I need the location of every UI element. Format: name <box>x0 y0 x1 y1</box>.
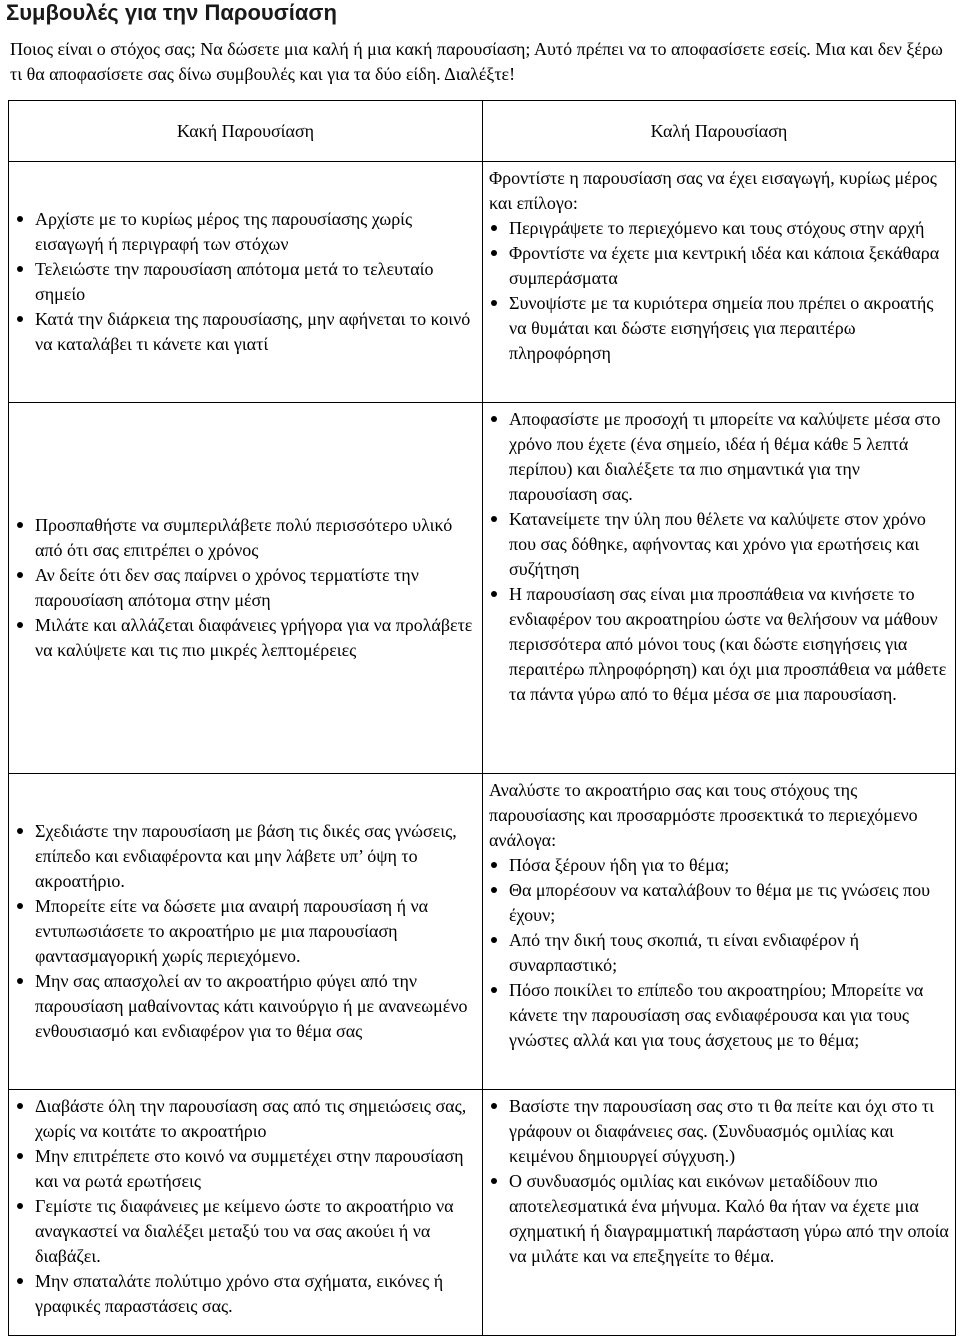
list-item: Περιγράψετε το περιεχόμενο και τους στόχους στην αρχή <box>489 216 949 241</box>
good-tips-list <box>489 1094 949 1269</box>
good-cell <box>483 1090 956 1336</box>
bad-tips-list <box>15 819 476 1044</box>
good-cell <box>483 162 956 403</box>
bad-tips-list <box>15 1094 476 1319</box>
list-item: Γεμίστε τις διαφάνειες με κείμενο ώστε το ακροατήριο να αναγκαστεί να διαλέξει μεταξύ του να σας ακούει ή να διαβάζει. <box>15 1194 476 1269</box>
list-item: Αρχίστε με το κυρίως μέρος της παρουσίασης χωρίς εισαγωγή ή περιγραφή των στόχων <box>15 207 476 257</box>
list-item: Κατανείμετε την ύλη που θέλετε να καλύψετε στον χρόνο που σας δόθηκε, αφήνοντας και χρόνο για ερωτήσεις και συζήτηση <box>489 507 949 582</box>
list-item: Σχεδιάστε την παρουσίαση με βάση τις δικές σας γνώσεις, επίπεδο και ενδιαφέροντα και μην λάβετε υπ’ όψη το ακροατήριο. <box>15 819 476 894</box>
bad-tips-list <box>15 207 476 357</box>
list-item: Συνοψίστε με τα κυριότερα σημεία που πρέπει ο ακροατής να θυμάται και δώστε εισηγήσεις για περαιτέρω πληροφόρηση <box>489 291 949 366</box>
list-item: Ο συνδυασμός ομιλίας και εικόνων μεταδίδουν πιο αποτελεσματικά ένα μήνυμα. Καλό θα ήταν να έχετε μια σχηματική ή διαγραμματική παράσταση γύρω από την οποία να μιλάτε και να επεξηγείτε το θέμα. <box>489 1169 949 1269</box>
good-cell <box>483 403 956 774</box>
list-item: Μιλάτε και αλλάζεται διαφάνειες γρήγορα για να προλάβετε να καλύψετε και τις πιο μικρές λεπτομέρειες <box>15 613 476 663</box>
bad-tips-list <box>15 513 476 663</box>
table-row <box>9 403 956 774</box>
list-item: Αποφασίστε με προσοχή τι μπορείτε να καλύψετε μέσα στο χρόνο που έχετε (ένα σημείο, ιδέα ή θέμα κάθε 5 λεπτά περίπου) και διαλέξετε τα πιο σημαντικά για την παρουσίαση σας. <box>489 407 949 507</box>
good-tips-list <box>489 407 949 707</box>
bad-cell <box>9 1090 483 1336</box>
comparison-table <box>8 100 956 1336</box>
good-tips-list <box>489 216 949 366</box>
list-item: Πόσο ποικίλει το επίπεδο του ακροατηρίου; Μπορείτε να κάνετε την παρουσίαση σας ενδιαφέρουσα και για τους γνώστες αλλά και για τους άσχετους με το θέμα; <box>489 978 949 1053</box>
table-row <box>9 162 956 403</box>
page-title: Συμβουλές για την Παρουσίαση <box>6 0 337 25</box>
bad-cell <box>9 403 483 774</box>
list-item: Μην σας απασχολεί αν το ακροατήριο φύγει από την παρουσίαση μαθαίνοντας κάτι καινούργιο ή με ανανεωμένο ενθουσιασμό και ενδιαφέρον για το θέμα σας <box>15 969 476 1044</box>
list-item: Κατά την διάρκεια της παρουσίασης, μην αφήνεται το κοινό να καταλάβει τι κάνετε και γιατί <box>15 307 476 357</box>
list-item: Μην σπαταλάτε πολύτιμο χρόνο στα σχήματα, εικόνες ή γραφικές παραστάσεις σας. <box>15 1269 476 1319</box>
good-cell-intro: Φροντίστε η παρουσίαση σας να έχει εισαγωγή, κυρίως μέρος και επίλογο: <box>489 168 937 213</box>
good-cell-intro: Αναλύστε το ακροατήριο σας και τους στόχους της παρουσίασης και προσαρμόστε προσεκτικά το περιεχόμενο ανάλογα: <box>489 780 918 850</box>
list-item: Πόσα ξέρουν ήδη για το θέμα; <box>489 853 949 878</box>
list-item: Η παρουσίαση σας είναι μια προσπάθεια να κινήσετε το ενδιαφέρον του ακροατηρίου ώστε να θελήσουν να μάθουν περισσότερα από μόνοι τους (και δώστε εισηγήσεις για περαιτέρω πληροφόρηση) και όχι μια προσπάθεια να μάθετε τα πάντα γύρω από το θέμα μέσα σε μια παρουσίαση. <box>489 582 949 707</box>
list-item: Διαβάστε όλη την παρουσίαση σας από τις σημειώσεις σας, χωρίς να κοιτάτε το ακροατήριο <box>15 1094 476 1144</box>
list-item: Αν δείτε ότι δεν σας παίρνει ο χρόνος τερματίστε την παρουσίαση απότομα στην μέση <box>15 563 476 613</box>
column-header-good: Καλή Παρουσίαση <box>483 101 956 162</box>
list-item: Θα μπορέσουν να καταλάβουν το θέμα με τις γνώσεις που έχουν; <box>489 878 949 928</box>
list-item: Φροντίστε να έχετε μια κεντρική ιδέα και κάποια ξεκάθαρα συμπεράσματα <box>489 241 949 291</box>
column-header-bad: Κακή Παρουσίαση <box>9 101 483 162</box>
list-item: Προσπαθήστε να συμπεριλάβετε πολύ περισσότερο υλικό από ότι σας επιτρέπει ο χρόνος <box>15 513 476 563</box>
list-item: Βασίστε την παρουσίαση σας στο τι θα πείτε και όχι στο τι γράφουν οι διαφάνειες σας. (Συνδυασμός ομιλίας και κειμένου δημιουργεί σύγχυση.) <box>489 1094 949 1169</box>
list-item: Μην επιτρέπετε στο κοινό να συμμετέχει στην παρουσίαση και να ρωτά ερωτήσεις <box>15 1144 476 1194</box>
bad-cell <box>9 774 483 1090</box>
intro-paragraph: Ποιος είναι ο στόχος σας; Να δώσετε μια καλή ή μια κακή παρουσίαση; Αυτό πρέπει να το αποφασίσετε εσείς. Μια και δεν ξέρω τι θα αποφασίσετε σας δίνω συμβουλές και για τα δύο είδη. Διαλέξτε! <box>10 39 943 84</box>
table-row <box>9 1090 956 1336</box>
list-item: Μπορείτε είτε να δώσετε μια αναιρή παρουσίαση ή να εντυπωσιάσετε το ακροατήριο με μια παρουσίαση φαντασμαγορική χωρίς περιεχόμενο. <box>15 894 476 969</box>
good-tips-list <box>489 853 949 1053</box>
list-item: Τελειώστε την παρουσίαση απότομα μετά το τελευταίο σημείο <box>15 257 476 307</box>
table-row <box>9 774 956 1090</box>
good-cell <box>483 774 956 1090</box>
bad-cell <box>9 162 483 403</box>
list-item: Από την δική τους σκοπιά, τι είναι ενδιαφέρον ή συναρπαστικό; <box>489 928 949 978</box>
